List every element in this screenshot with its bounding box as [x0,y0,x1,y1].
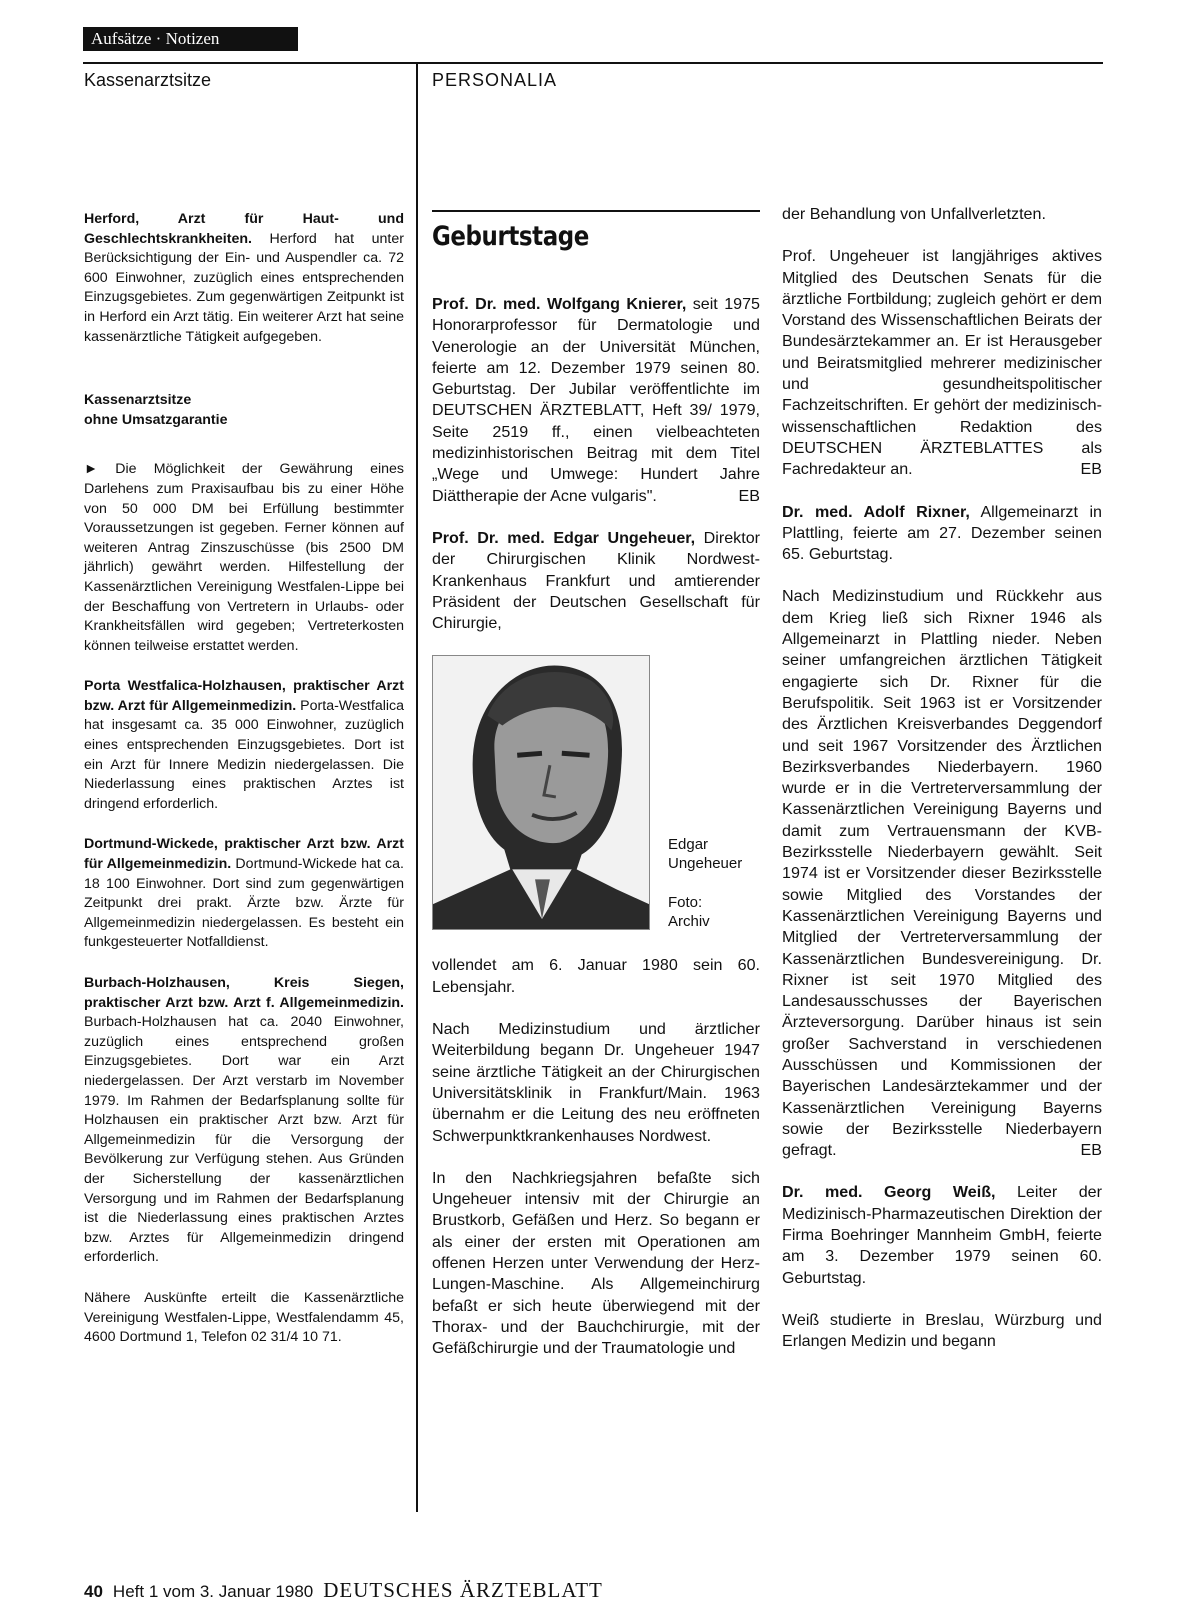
bullet-icon: ► [84,461,99,478]
author-signature: EB [1080,460,1102,479]
subheading [84,391,404,430]
entry-lead: Dr. med. Adolf Rixner, [782,502,970,521]
body-paragraph: vollendet am 6. Januar 1980 sein 60. Lebensjahr. [432,956,760,996]
page-number: 40 [84,1582,103,1601]
left-column [84,210,404,1348]
right-heading: PERSONALIA [432,70,558,90]
entry-lead: Dr. med. Georg Weiß, [782,1183,996,1202]
page-footer [84,1578,603,1603]
body-paragraph [782,246,1102,480]
section-title: Geburtstage [432,221,589,252]
column-divider [416,62,418,1512]
bullet-paragraph [84,460,404,656]
paragraph-text: Nach Medizinstudium und Rückkehr aus dem Krieg ließ sich Rixner 1946 als Allgemeinarzt in Plattling nieder. Neben seiner umfangreichen ärztlichen Tätigkeit engagierte sich Dr. Rixner für die Berufspolitik. Seit 1963 ist er Vorsitzender des Ärztlichen Kreisverbandes Deggendorf und seit 1967 Vorsitzender des Ärztlichen Bezirksverbandes Niederbayern. 1960 wurde er in die Vertreterversammlung der Kassenärztlichen Vereinigung Bayerns und damit zum Vertrauensmann der KVB-Bezirksstelle Niederbayern gewählt. Seit 1974 ist er Vorsitzender dieser Bezirksstelle sowie Mitglied des Vorstandes der Kassenärztlichen Vereinigung Bayerns und Mitglied der Vertreterversammlung der Kassenärztlichen Bundesvereinigung. Dr. Rixner ist seit 1970 Mitglied des Landesausschusses der Bayerischen Ärzteversorgung. Darüber hinaus ist sein großer Sachverstand in verschiedenen Ausschüssen und Kommissionen der Bayerischen Landesärztekammer und der Kassenärztlichen Vereinigung Bayerns sowie der Bezirksstelle Niederbayern gefragt. [782,587,1102,1160]
portrait-figure [432,655,760,945]
paragraph-text: Prof. Ungeheuer ist langjähriges aktives Mitglied des Deutschen Senats für die ärztliche Fortbildung; zugleich gehört er dem Vorstand des Wissenschaftlichen Beirats der Bundesärztekammer an. Er ist Herausgeber und Beiratsmitglied mehrerer medizinischer und gesundheitspolitischer Fachzeitschriften. Er gehört der medizinisch-wissenschaftlichen Redaktion des DEUTSCHEN ÄRZTEBLATTES als Fachredakteur an. [782,247,1102,479]
entry-body: seit 1975 Honorarprofessor für Dermatologie und Venerologie an der Universität München, feierte am 12. Dezember 1979 seinen 80. Geburtstag. Der Jubilar veröffentlichte im DEUTSCHEN ÄRZTEBLATT, Heft 39/ 1979, Seite 2519 ff., einen vielbeachteten medizinhistorischen Beitrag mit dem Titel „Wege und Umwege: Hundert Jahre Diättherapie der Acne vulgaris". [432,295,760,505]
subheading-line1: Kassenarztsitze [84,392,192,409]
listing-burbach [84,974,404,1268]
caption-name-line1: Edgar [668,836,709,854]
listing-herford [84,210,404,347]
left-heading: Kassenarztsitze [84,70,212,90]
listing-dortmund [84,835,404,953]
entry-weiss [782,1182,1102,1288]
right-column [782,205,1103,1374]
entry-lead: Prof. Dr. med. Wolfgang Knierer, [432,295,687,313]
entry-lead: Prof. Dr. med. Edgar Ungeheuer, [432,528,696,547]
subheading-line2: ohne Umsatzgarantie [84,411,228,428]
author-signature: EB [1080,1141,1102,1160]
caption-name-line2: Ungeheuer [668,855,743,873]
entry-knierer [432,294,760,507]
header-rule [83,62,1103,64]
caption-credit-line1: Foto: [668,894,703,912]
section-tag: Aufsätze · Notizen [83,27,298,51]
entry-body: Direktor der Chirurgischen Klinik Nordwest-Krankenhaus Frankfurt und amtierender Präsident der Deutschen Gesellschaft für Chirurgie, [432,528,761,633]
contact-info: Nähere Auskünfte erteilt die Kassenärztliche Vereinigung Westfalen-Lippe, Westfalendamm 45, 4600 Dortmund 1, Telefon 02 31/4 10 71. [84,1289,404,1346]
listing-lead: Burbach-Holzhausen, Kreis Siegen, praktischer Arzt bzw. Arzt f. Allgemeinmedizin. [84,975,404,1011]
body-paragraph: der Behandlung von Unfallverletzten. [782,205,1046,223]
listing-body: Dortmund-Wickede hat ca. 18 100 Einwohner. Dort sind zum gegenwärtigen Zeitpunkt drei prakt. Ärzte bzw. Ärzte für Allgemeinmedizin niedergelassen. Es besteht ein funkgesteuerter Notfalldienst. [84,856,404,951]
listing-body: Burbach-Holzhausen hat ca. 2040 Einwohner, zuzüglich eines entsprechend großen Einzugsgebietes. Dort war ein Arzt niedergelassen. Der Arzt verstarb im November 1979. Im Rahmen der Bedarfsplanung sollte für Holzhausen ein praktischer Arzt bzw. Arzt für Allgemeinmedizin für die Versorgung der Bevölkerung zur Verfügung stehen. Aus Gründen der Sicherstellung der kassenärztlichen Versorgung und im Rahmen der Bedarfsplanung ist die Niederlassung eines praktischen Arztes bzw. Arztes für Allgemeinmedizin dringend erforderlich. [84,1014,404,1266]
listing-body: Herford hat unter Berücksichtigung der Ein- und Auspendler ca. 72 600 Einwohner, zuzüglich eines entsprechenden Einzugsgebietes. Zum gegenwärtigen Zeitpunkt ist in Herford ein Arzt tätig. Ein weiterer Arzt hat seine kassenärztliche Tätigkeit aufgegeben. [84,230,404,345]
body-paragraph: Weiß studierte in Breslau, Würzburg und Erlangen Medizin und begann [782,1310,1102,1351]
entry-body: Allgemeinarzt in Plattling, feierte am 27. Dezember seinen 65. Geburtstag. [782,502,1103,564]
entry-body: Leiter der Medizinisch-Pharmazeutischen Direktion der Firma Boehringer Mannheim GmbH, feierte am 3. Dezember 1979 seinen 60. Geburtstag. [782,1183,1102,1287]
middle-column [432,210,760,1381]
title-rule [432,210,760,212]
caption-credit-line2: Archiv [668,913,710,931]
portrait-photo [432,655,650,930]
listing-lead: Porta Westfalica-Holzhausen, praktischer Arzt bzw. Arzt für Allgemeinmedizin. [84,678,404,714]
author-signature: EB [738,486,760,505]
bullet-text: Die Möglichkeit der Gewährung eines Darlehens zum Praxisaufbau bis zu einer Höhe von 50 000 DM bei Erfüllung bestimmter Voraussetzungen ist gegeben. Ferner können auf weiteren Antrag Zinszuschüsse (bis 2500 DM jährlich) gewährt werden. Hilfestellung der Kassenärztlichen Vereinigung Westfalen-Lippe bei der Beschaffung von Vertretern in Urlaubs- oder Krankheitsfällen wird gegeben; Vertreterkosten können teilweise erstattet werden. [84,461,404,654]
entry-rixner [782,502,1102,566]
listing-porta [84,677,404,814]
photo-caption [668,835,758,931]
portrait-silhouette-icon [433,656,649,929]
journal-name: DEUTSCHES ÄRZTEBLATT [323,1578,603,1602]
issue-info: Heft 1 vom 3. Januar 1980 [112,1582,314,1601]
body-paragraph: Nach Medizinstudium und ärztlicher Weiterbildung begann Dr. Ungeheuer 1947 seine ärztliche Tätigkeit an der Chirurgischen Universitätsklinik in Frankfurt/Main. 1963 übernahm er die Leitung des neu eröffneten Schwerpunktkrankenhauses Nordwest. [432,1020,760,1145]
body-paragraph [782,586,1102,1161]
listing-lead: Dortmund-Wickede, praktischer Arzt bzw. Arzt für Allgemeinmedizin. [84,836,404,873]
body-paragraph: In den Nachkriegsjahren befaßte sich Ungeheuer intensiv mit der Chirurgie an Brustkorb, Gefäßen und Herz. So begann er als einer der ersten mit Operationen am offenen Herzen unter Verwendung der Herz-Lungen-Maschine. Als Allgemeinchirurg befaßt er sich heute überwiegend mit der Thorax- und der Bauchchirurgie, mit der Gefäßchirurgie und der Traumatologie und [432,1168,760,1358]
listing-body: Porta-Westfalica hat insgesamt ca. 35 000 Einwohner, zuzüglich eines entsprechenden Einzugsgebietes. Dort ist ein Arzt für Innere Medizin niedergelassen. Die Niederlassung eines praktischen Arztes ist dringend erforderlich. [84,697,404,812]
listing-lead: Herford, Arzt für Haut- und Geschlechtskrankheiten. [84,211,404,247]
entry-ungeheuer [432,528,760,634]
